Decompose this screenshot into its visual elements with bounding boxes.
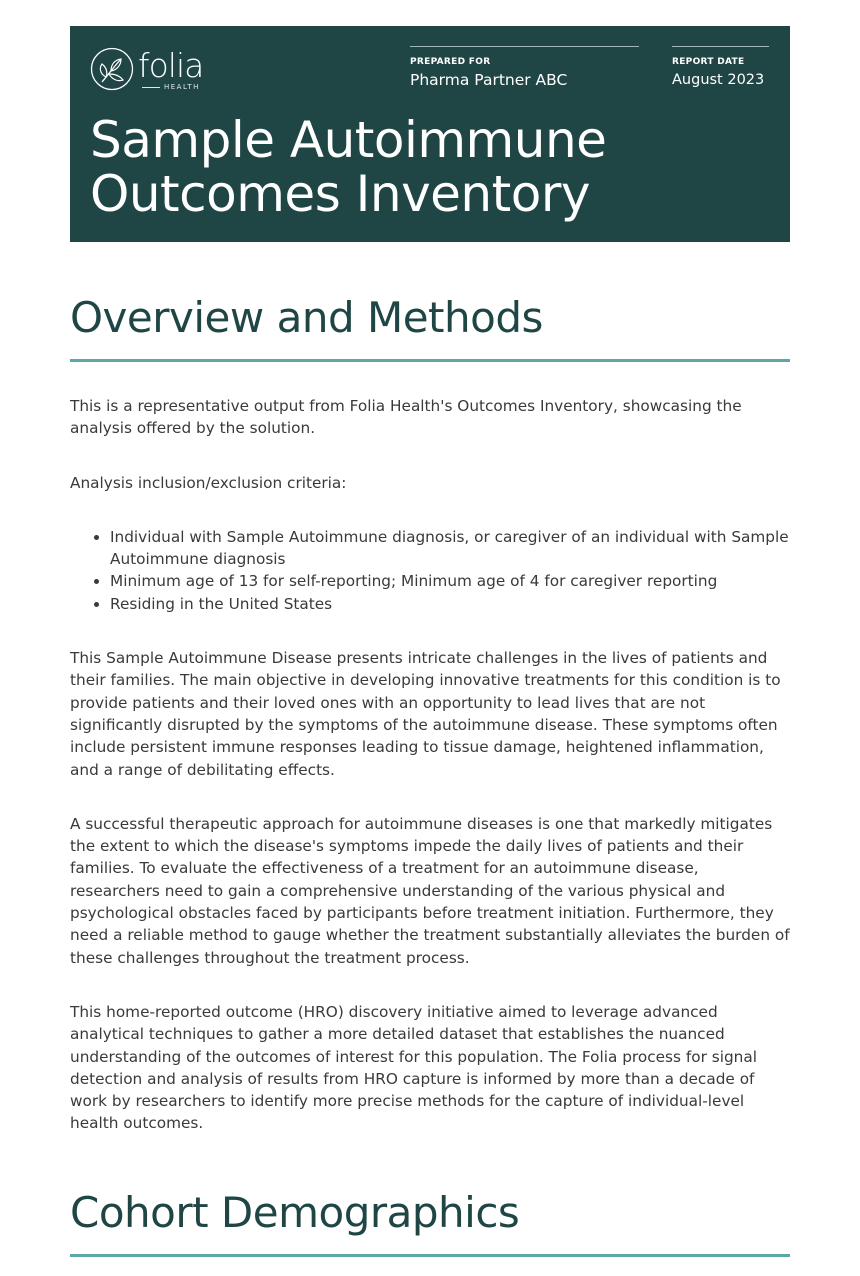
list-item: • Individual with Sample Autoimmune diagnosis, or caregiver of an individual with Sample Autoimmune diagnosis <box>110 526 790 571</box>
section-title-overview: Overview and Methods <box>70 293 543 342</box>
body-paragraph: This home-reported outcome (HRO) discovery initiative aimed to leverage advanced analytical techniques to gather a more detailed dataset that establishes the nuanced understanding of the outcomes of interest for this population. The Folia process for signal detection and analysis of results from HRO capture is informed by more than a decade of work by researchers to identify more precise methods for the capture of individual-level health outcomes. <box>70 1002 758 1133</box>
criteria-list <box>70 526 790 615</box>
folia-health-logo <box>90 46 203 92</box>
report-date-label: REPORT DATE <box>672 57 745 67</box>
report-title-line-1: Sample Autoimmune <box>90 111 607 169</box>
logo-subtitle <box>142 83 200 91</box>
prepared-for-value: Pharma Partner ABC <box>410 71 568 89</box>
logo-wordmark: folia <box>138 46 204 85</box>
leaf-circle-icon <box>90 47 134 91</box>
report-title <box>90 113 780 221</box>
report-header <box>70 26 790 242</box>
intro-paragraph: This is a representative output from Folia Health's Outcomes Inventory, showcasing the analysis offered by the solution. <box>70 397 742 438</box>
body-paragraph: This Sample Autoimmune Disease presents intricate challenges in the lives of patients and their families. The main objective in developing innovative treatments for this condition is to provide patients and their loved ones with an opportunity to lead lives that are not significantly disrupted by the symptoms of the autoimmune disease. These symptoms often include persistent immune responses leading to tissue damage, heightened inflammation, and a range of debilitating effects. <box>70 649 781 779</box>
section-divider <box>70 359 790 362</box>
criteria-heading: Analysis inclusion/exclusion criteria: <box>70 473 347 492</box>
prepared-for-block <box>410 46 639 91</box>
overview-content <box>70 395 790 1135</box>
report-date-block <box>672 46 769 91</box>
report-date-value: August 2023 <box>672 72 765 88</box>
section-divider <box>70 1254 790 1257</box>
body-paragraph: A successful therapeutic approach for autoimmune diseases is one that markedly mitigates the extent to which the disease's symptoms impede the daily lives of patients and their families. To evaluate the effectiveness of a treatment for an autoimmune disease, researchers need to gain a comprehensive understanding of the various physical and psychological obstacles faced by participants before treatment initiation. Furthermore, they need a reliable method to gauge whether the treatment substantially alleviates the burden of these challenges throughout the treatment process. <box>70 814 790 967</box>
list-item: • Residing in the United States <box>110 593 790 615</box>
report-title-line-2: Outcomes Inventory <box>90 165 590 223</box>
section-title-cohort: Cohort Demographics <box>70 1188 520 1237</box>
logo-sub-text: HEALTH <box>164 83 200 91</box>
list-item: • Minimum age of 13 for self-reporting; Minimum age of 4 for caregiver reporting <box>110 570 790 592</box>
prepared-for-label: PREPARED FOR <box>410 57 491 67</box>
